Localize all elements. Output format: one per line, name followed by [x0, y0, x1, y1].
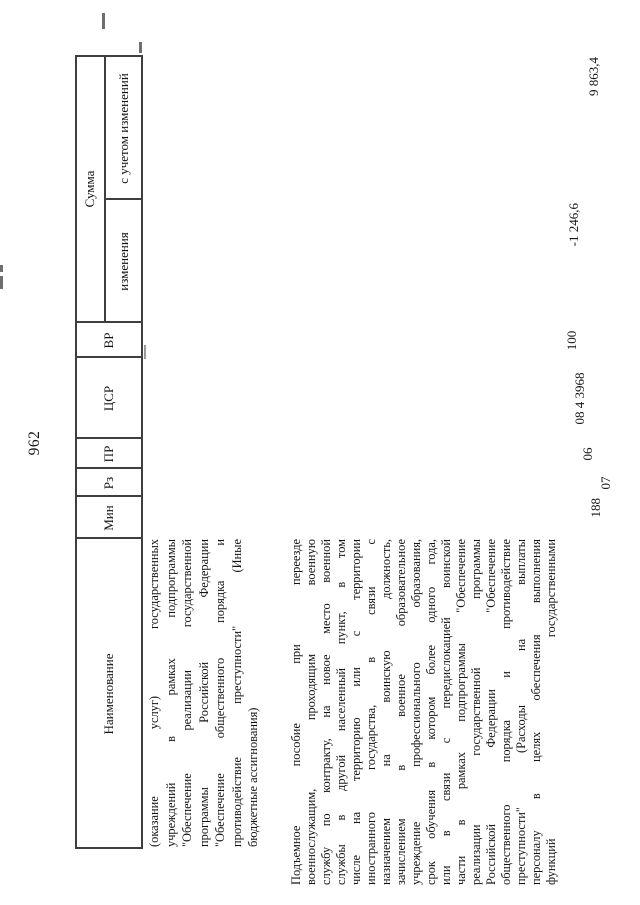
text-line: противодействие преступности" (Иные [229, 539, 244, 847]
header-rz: Рз [101, 476, 116, 490]
text-line: срок обучения в котором более одного года, [424, 539, 438, 885]
cell-rz: 07 [598, 476, 613, 490]
text-line: бюджетные ассигнования) [246, 707, 260, 847]
text-line: учреждений в рамках подпрограммы [163, 539, 178, 847]
cell-vr: 100 [564, 330, 579, 351]
header-name: Наименование [101, 653, 116, 735]
text-line: "Обеспечение реализации государственной [180, 539, 194, 847]
row-name-text [146, 539, 262, 847]
text-line: персоналу в целях обеспечения выполнения [529, 539, 543, 885]
text-line: числе на территорию или с территории [349, 539, 363, 885]
scan-artifact [102, 13, 105, 29]
scan-artifact [0, 265, 3, 272]
cell-sum-total: 9 863,4 [586, 57, 601, 96]
text-line: или в связи с передислокацией воинской [439, 539, 453, 885]
text-line: преступности" (Расходы на выплаты [514, 539, 528, 885]
text-line: реализации государственной программы [469, 539, 483, 885]
text-line: службы в другой населенный пункт, в том [334, 539, 348, 885]
text-line: службу по контракту, на новое место военной [319, 539, 333, 885]
text-line: программы Российской Федерации [196, 539, 211, 847]
text-line: функций государственными [544, 539, 558, 885]
header-min: Мин [101, 505, 116, 531]
header-csr: ЦСР [101, 385, 116, 412]
row-name-text [289, 539, 559, 885]
header-bottom-border [141, 55, 143, 849]
text-line: (оказание услуг) государственных [147, 539, 161, 847]
text-line: учреждение профессионального образования, [409, 539, 423, 885]
cell-pr: 06 [580, 447, 595, 461]
header-sum: Сумма [81, 170, 97, 208]
text-line: иностранного государства, в связи с [364, 539, 378, 885]
scan-artifact [0, 276, 3, 289]
header-pr: ПР [101, 445, 116, 463]
header-sum-change: изменения [115, 232, 131, 291]
text-line: части в рамках подпрограммы "Обеспечение [454, 539, 468, 885]
table-left-border [75, 847, 143, 849]
header-vr: ВР [101, 332, 116, 349]
cell-min: 188 [588, 498, 603, 518]
text-line: общественного порядка и противодействие [499, 539, 513, 885]
scan-artifact [144, 345, 146, 359]
text-line: Российской Федерации "Обеспечение [484, 539, 498, 885]
text-line: Подъемное пособие при переезде [289, 539, 303, 885]
cell-sum-change: -1 246,6 [566, 203, 581, 247]
text-line: зачислением в военное образовательное [394, 539, 408, 885]
text-line: военнослужащим, проходящим военную [304, 539, 318, 885]
header-sum-total: с учетом изменений [115, 73, 131, 184]
text-line: "Обеспечение общественного порядка и [213, 539, 227, 847]
scan-artifact [139, 42, 142, 53]
cell-csr: 08 4 3968 [572, 372, 587, 425]
text-line: назначением на воинскую должность, [379, 539, 393, 885]
page-number: 962 [26, 430, 43, 456]
